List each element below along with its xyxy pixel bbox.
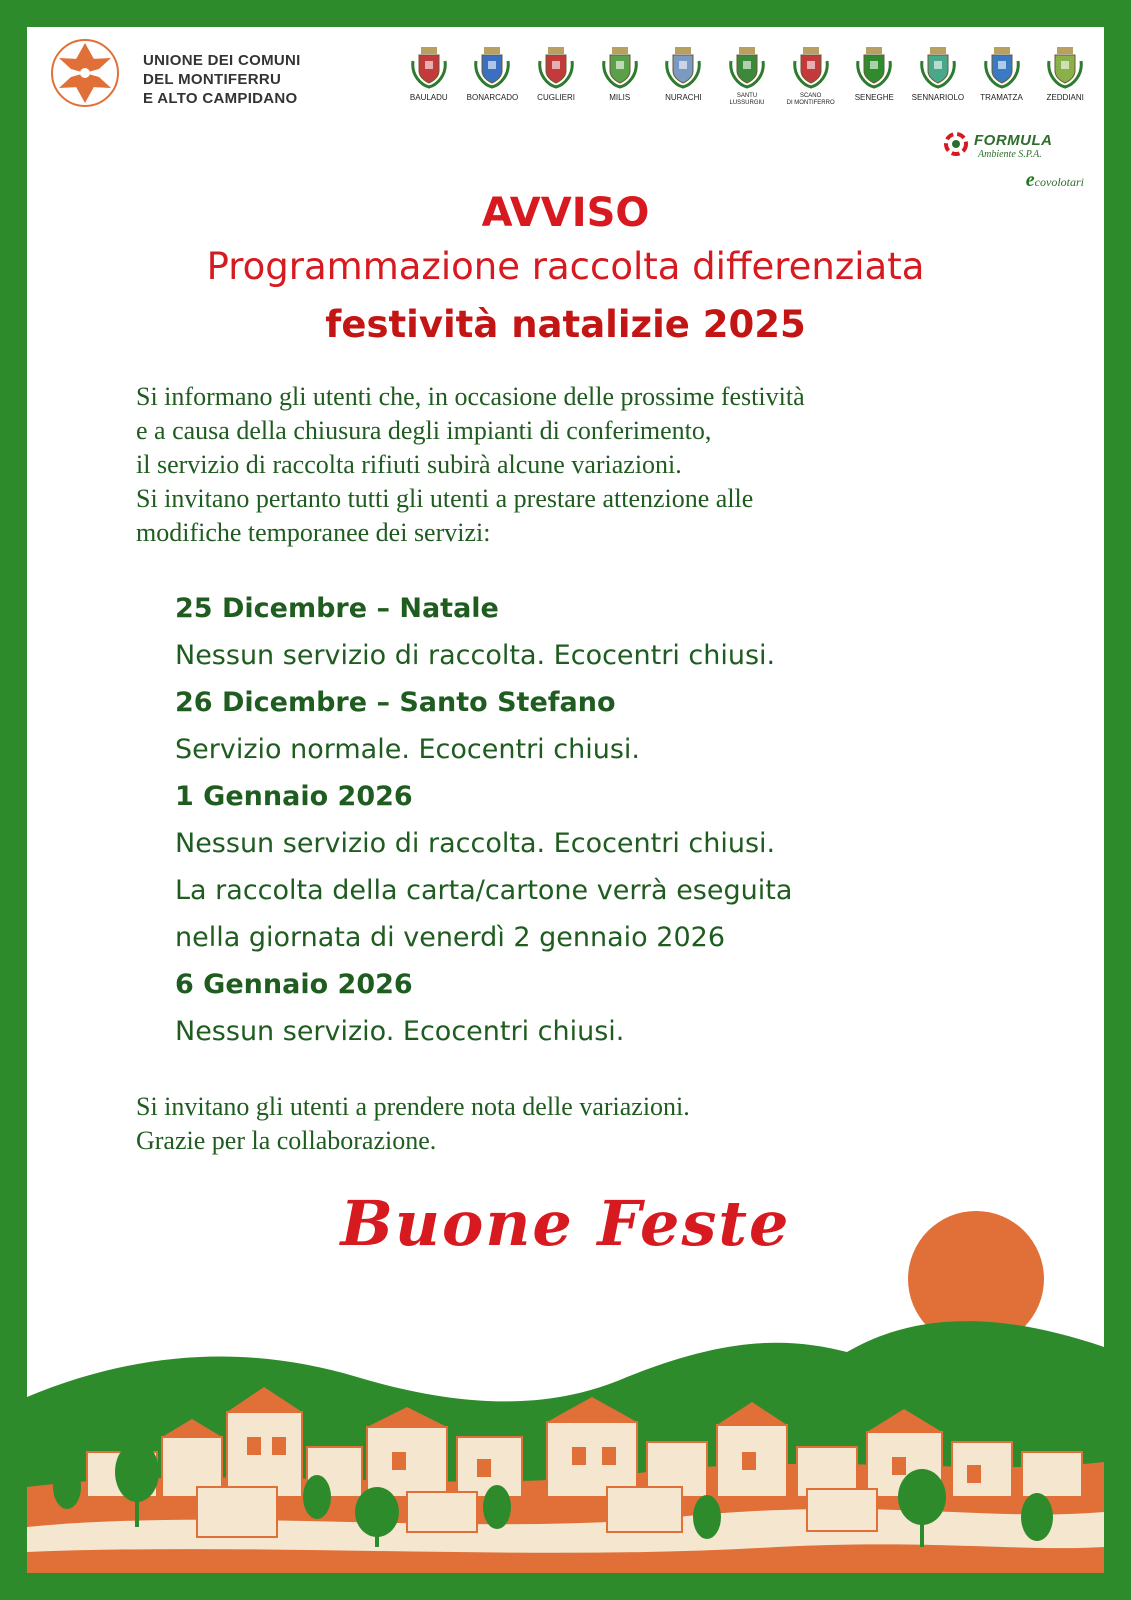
tree-shape [1057, 1414, 1077, 1450]
notice-subtitle: Programmazione raccolta differenziata [206, 245, 925, 288]
municipality-name: MILIS [609, 93, 631, 102]
intro-line: Si invitano pertanto tutti gli utenti a prestare attenzione alle [136, 484, 754, 513]
union-name-line: E ALTO CAMPIDANO [143, 90, 298, 107]
house-shape [1022, 1452, 1082, 1497]
union-logo-icon [51, 39, 119, 107]
municipality-name: SENNARIOLO [911, 93, 965, 102]
schedule-note: nella giornata di venerdì 2 gennaio 2026 [175, 922, 725, 953]
window-shape [247, 1437, 261, 1455]
schedule-note: La raccolta della carta/cartone verrà eseguita [175, 875, 793, 906]
window-shape [602, 1447, 616, 1465]
municipality-crest [1035, 47, 1095, 102]
municipality-name: LUSSURGIU [729, 100, 765, 106]
house-shape [547, 1422, 637, 1497]
house-shape [607, 1487, 682, 1532]
municipality-name: DI MONTIFERRO [786, 100, 835, 106]
window-shape [272, 1437, 286, 1455]
closing-line: Grazie per la collaborazione. [136, 1126, 437, 1155]
coat-of-arms-icon [665, 47, 701, 89]
coat-of-arms-icon [729, 47, 765, 89]
coat-of-arms-icon [474, 47, 510, 89]
window-shape [477, 1459, 491, 1477]
schedule-date: 6 Gennaio 2026 [175, 969, 413, 1000]
holiday-schedule [175, 585, 1075, 1055]
schedule-note: Nessun servizio. Ecocentri chiusi. [175, 1016, 625, 1047]
ecovolotari-logo [1026, 169, 1084, 192]
municipality-name: TRAMATZA [980, 93, 1023, 102]
holiday-greeting: Buone Feste [340, 1187, 791, 1260]
municipality-name: NURACHI [665, 93, 702, 102]
notice-subtitle-bold: festività natalizie 2025 [325, 303, 806, 346]
municipality-name: SCANO [799, 93, 822, 99]
intro-line: e a causa della chiusura degli impianti di conferimento, [136, 416, 712, 445]
coat-of-arms-icon [538, 47, 574, 89]
intro-line: Si informano gli utenti che, in occasione delle prossime festività [136, 382, 805, 411]
tree-shape [898, 1469, 946, 1525]
house-shape [807, 1489, 877, 1531]
municipality-crest [462, 47, 522, 102]
window-shape [392, 1452, 406, 1470]
schedule-date: 1 Gennaio 2026 [175, 781, 413, 812]
closing-line: Si invitano gli utenti a prendere nota delle variazioni. [136, 1092, 690, 1121]
municipality-crest [908, 47, 968, 102]
schedule-note: Servizio normale. Ecocentri chiusi. [175, 734, 640, 765]
municipality-crests [397, 47, 1097, 117]
formula-logo-icon [944, 132, 968, 156]
tree-shape [693, 1495, 721, 1539]
window-shape [572, 1447, 586, 1465]
tree-shape [1021, 1493, 1053, 1541]
municipality-crest [590, 47, 650, 102]
tree-shape [303, 1475, 331, 1519]
municipality-name: BONARCADO [466, 93, 519, 102]
intro-paragraph [136, 380, 805, 550]
notice-title: AVVISO [481, 190, 650, 236]
window-shape [892, 1457, 906, 1475]
window-shape [967, 1465, 981, 1483]
municipality-crest [781, 47, 841, 107]
union-name [143, 51, 301, 108]
closing-paragraph [136, 1090, 690, 1158]
coat-of-arms-icon [1047, 47, 1083, 89]
municipality-name: CUGLIERI [537, 93, 575, 102]
intro-line: modifiche temporanee dei servizi: [136, 518, 491, 547]
intro-line: il servizio di raccolta rifiuti subirà alcune variazioni. [136, 450, 682, 479]
house-shape [227, 1412, 302, 1497]
tree-shape [804, 1402, 840, 1442]
tree-shape [115, 1442, 159, 1502]
union-name-line: DEL MONTIFERRU [143, 71, 282, 88]
tree-shape [355, 1487, 399, 1537]
formula-name: FORMULA [974, 132, 1053, 149]
municipality-crest [972, 47, 1032, 102]
municipality-crest [526, 47, 586, 102]
coat-of-arms-icon [856, 47, 892, 89]
municipality-name: SANTU [736, 93, 758, 99]
coat-of-arms-icon [984, 47, 1020, 89]
schedule-note: Nessun servizio di raccolta. Ecocentri chiusi. [175, 828, 776, 859]
schedule-date: 25 Dicembre – Natale [175, 593, 499, 624]
municipality-crest [399, 47, 459, 102]
municipality-crest [844, 47, 904, 102]
schedule-date: 26 Dicembre – Santo Stefano [175, 687, 616, 718]
house-shape [407, 1492, 477, 1532]
tree-shape [483, 1485, 511, 1529]
eco-e: e [1025, 169, 1035, 191]
house-shape [197, 1487, 277, 1537]
municipality-name: ZEDDIANI [1046, 93, 1084, 102]
union-name-line: UNIONE DEI COMUNI [143, 52, 301, 69]
coat-of-arms-icon [793, 47, 829, 89]
tree-shape [53, 1465, 81, 1509]
house-shape [367, 1427, 447, 1497]
coat-of-arms-icon [920, 47, 956, 89]
house-shape [952, 1442, 1012, 1497]
schedule-note: Nessun servizio di raccolta. Ecocentri chiusi. [175, 640, 776, 671]
formula-sub: Ambiente S.P.A. [978, 149, 1042, 160]
coat-of-arms-icon [602, 47, 638, 89]
municipality-crest [717, 47, 777, 107]
municipality-crest [653, 47, 713, 102]
coat-of-arms-icon [411, 47, 447, 89]
formula-ambiente-logo [944, 130, 1084, 160]
municipality-name: SENEGHE [854, 93, 894, 102]
municipality-name: BAULADU [409, 93, 448, 102]
eco-rest: covolotari [1034, 175, 1084, 189]
window-shape [742, 1452, 756, 1470]
poster [27, 27, 1104, 1573]
